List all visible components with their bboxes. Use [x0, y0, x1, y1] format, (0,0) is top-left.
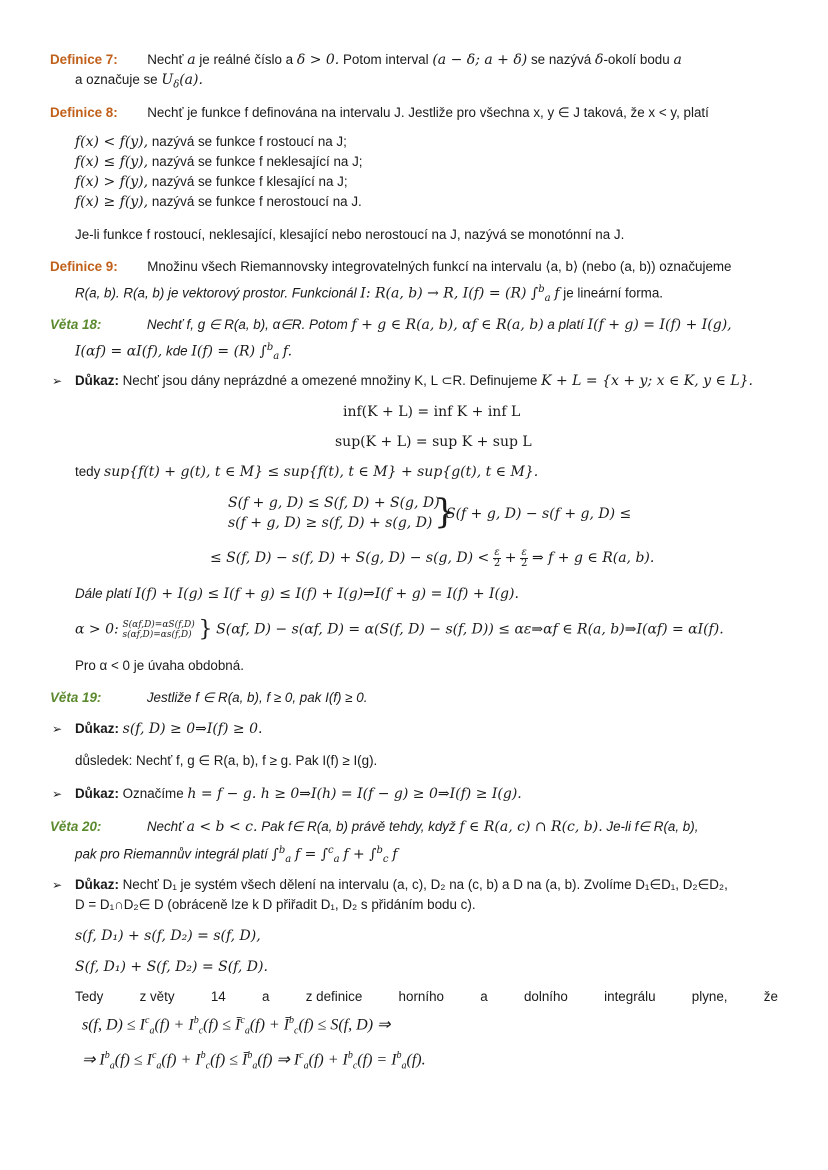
math: a — [401, 1060, 407, 1072]
proof18-line1 — [75, 372, 753, 390]
arrow-bullet-icon: ➢ — [52, 878, 63, 892]
proof20-eq1: s(f, D₁) + s(f, D₂) = s(f, D), — [75, 928, 261, 944]
word: že — [763, 989, 778, 1004]
text: Označíme — [122, 786, 184, 801]
math: f(x) ≥ f(y), — [75, 194, 149, 210]
math: a — [156, 1060, 162, 1072]
text: a označuje se — [75, 72, 158, 87]
math: a — [187, 52, 196, 68]
def8-item — [75, 193, 362, 211]
text: Nechť f, g ∈ R(a, b), α∈R. Potom — [146, 317, 348, 332]
proof20-tedy — [75, 988, 778, 1006]
eq-sup: sup(K + L) = sup K + sup L — [335, 434, 532, 450]
def7-label: Definice 7: — [50, 52, 118, 67]
math: f. — [282, 343, 293, 360]
math: (f) + I — [308, 1051, 348, 1069]
math: b — [347, 1050, 353, 1061]
arrow-bullet-icon: ➢ — [52, 722, 63, 736]
text: nazývá se funkce f klesající na J; — [151, 174, 348, 189]
math: I(f) + I(g) ≤ I(f + g) ≤ I(f) + I(g)⇒I(f + g) = I(f) + I(g). — [135, 586, 519, 602]
thm18-line2 — [75, 339, 292, 366]
math: b — [289, 1015, 295, 1026]
math: ε — [494, 547, 500, 558]
eq-inf: inf(K + L) = inf K + inf L — [343, 404, 521, 420]
proof20-eq2: S(f, D₁) + S(f, D₂) = S(f, D). — [75, 959, 268, 975]
corollary: důsledek: Nechť f, g ∈ R(a, b), f ≥ g. Pak I(f) ≥ I(g). — [75, 753, 378, 768]
math: a — [303, 1060, 309, 1072]
brace-line1: S(f + g, D) ≤ S(f, D) + S(g, D) — [228, 495, 440, 511]
math: ≤ S(f, D) − s(f, D) + S(g, D) − s(g, D) < — [210, 550, 490, 567]
text: Dále platí — [75, 586, 132, 601]
proof20-line2: D = D₁∩D₂∈ D (obráceně lze k D přiřadit D₁, D₂ s přidáním bodu c). — [75, 897, 476, 912]
math: b — [396, 1050, 402, 1061]
math: b — [200, 1050, 206, 1061]
math: δ > 0. — [296, 52, 340, 68]
math: f(x) < f(y), — [75, 134, 149, 150]
word: plyne, — [691, 989, 728, 1004]
def8-item — [75, 153, 363, 171]
word: dolního — [523, 989, 568, 1004]
math: ε — [521, 547, 527, 558]
math: c — [299, 1050, 304, 1061]
math: (f) + I — [161, 1051, 201, 1069]
text: Je-li f∈ R(a, b), — [606, 819, 699, 834]
text: Množinu všech Riemannovsky integrovatelných funkcí na intervalu ⟨a, b⟩ (nebo (a, b)) označujeme — [147, 259, 732, 274]
arrow-bullet-icon: ➢ — [52, 374, 63, 388]
math: a — [149, 1025, 155, 1037]
def8-item — [75, 133, 347, 151]
math: (f) + Ī — [249, 1016, 290, 1034]
word: z věty — [139, 989, 175, 1004]
math: ∫ — [271, 846, 279, 863]
math: c — [382, 854, 389, 866]
proof18-dale — [75, 585, 519, 603]
math: S(αf, D) − s(αf, D) = α(S(f, D) − s(f, D)) ≤ αε⇒αf ∈ R(a, b)⇒I(αf) = αI(f). — [216, 621, 724, 638]
math: c — [294, 1025, 299, 1037]
math: a — [285, 854, 292, 866]
math: (f) ≤ S(f, D) ⇒ — [298, 1016, 391, 1034]
word: 14 — [210, 989, 226, 1004]
text: a platí — [547, 317, 584, 332]
word: horního — [398, 989, 444, 1004]
word: Tedy — [75, 989, 104, 1004]
def7-line1 — [50, 51, 682, 69]
math: c — [352, 1060, 358, 1072]
text: R(a, b). R(a, b) je vektorový prostor. Funkcionál — [75, 285, 357, 301]
math: (f) ≤ Ī — [210, 1051, 248, 1069]
fraction — [493, 548, 501, 569]
math: I(αf) = αI(f), — [75, 343, 163, 360]
proof19-line — [75, 720, 262, 738]
text: -okolí bodu — [603, 52, 670, 67]
proof20-line1 — [75, 876, 728, 894]
proof18-tedy — [75, 463, 538, 481]
def8-line1 — [50, 104, 709, 122]
word: a — [480, 989, 488, 1004]
text: Potom interval — [343, 52, 429, 67]
proof18-cont: ≤ S(f, D) − s(f, D) + S(g, D) − s(g, D) < $\frac{\varepsilon}{2}$ + $\frac{\varepsilon}{2}$ ⇒ f + g ∈ R(a, b). — [210, 547, 655, 569]
thm20-line1 — [50, 818, 698, 836]
thm18-label: Věta 18: — [50, 317, 102, 332]
math: a — [544, 293, 551, 305]
math: s(αf,D)=αs(f,D) — [122, 630, 192, 640]
word: integrálu — [604, 989, 656, 1004]
text: je reálné číslo a — [199, 52, 294, 67]
math: h = f − g. h ≥ 0⇒I(h) = I(f − g) ≥ 0⇒I(f) ≥ I(g). — [187, 786, 522, 802]
math: s(f, D) ≥ 0⇒I(f) ≥ 0. — [122, 721, 263, 737]
math: c — [198, 1025, 204, 1037]
def8-intro: Nechť je funkce f definována na intervalu J. Jestliže pro všechna x, y ∈ J taková, že x < y, platí — [147, 105, 709, 120]
math: K + L = {x + y; x ∈ K, y ∈ L}. — [541, 373, 753, 389]
brace-result: S(f + g, D) − s(f + g, D) ≤ — [446, 506, 632, 522]
math: a — [252, 1060, 258, 1072]
text: pak pro Riemannův integrál platí — [75, 846, 268, 862]
math: U — [161, 72, 174, 88]
math: b — [247, 1050, 253, 1061]
def9-line2 — [75, 281, 663, 308]
math: c — [145, 1015, 150, 1026]
math: b — [538, 284, 545, 295]
math: f — [554, 285, 560, 302]
math: a — [109, 1060, 115, 1072]
def8-label: Definice 8: — [50, 105, 118, 120]
text: nazývá se funkce f nerostoucí na J. — [151, 194, 362, 209]
text: je lineární forma. — [563, 285, 663, 301]
math: f ∈ R(a, c) ∩ R(c, b). — [459, 819, 603, 835]
math: a < b < c. — [186, 819, 258, 835]
math: 2 — [493, 558, 501, 569]
word: z definice — [305, 989, 363, 1004]
proof-label: Důkaz: — [75, 786, 119, 801]
text: Nechť — [146, 819, 183, 834]
def7-line2 — [75, 71, 203, 95]
proof-label: Důkaz: — [75, 877, 119, 892]
math: f = ∫ — [294, 846, 329, 863]
math: sup{f(t) + g(t), t ∈ M} ≤ sup{f(t), t ∈ M} + sup{g(t), t ∈ M}. — [104, 464, 539, 480]
math: s(f, D) ≤ I — [82, 1016, 145, 1034]
text: nazývá se funkce f rostoucí na J; — [151, 134, 347, 149]
math: c — [328, 845, 334, 856]
math: α > 0: — [75, 621, 119, 638]
def8-item — [75, 173, 348, 191]
math: b — [278, 845, 286, 856]
proof18-alpha — [75, 617, 724, 642]
thm19-label: Věta 19: — [50, 690, 102, 705]
math: (a − δ; a + δ) — [432, 52, 528, 68]
math: I(f + g) = I(f) + I(g), — [587, 317, 732, 333]
math: 2 — [521, 558, 528, 569]
thm20-line2 — [75, 842, 397, 869]
right-brace-icon: } — [198, 617, 213, 642]
math: (f) ⇒ I — [257, 1051, 300, 1069]
math: a — [673, 52, 682, 68]
math: (f) ≤ Ī — [203, 1016, 241, 1034]
text: Pak f∈ R(a, b) právě tehdy, když — [261, 819, 456, 834]
math: a — [333, 854, 340, 866]
text: Nechť D₁ je systém všech dělení na intervalu (a, c), D₂ na (c, b) a D na (a, b). Zvolíme D₁∈D₁, D₂∈D₂, — [122, 877, 728, 892]
math: b — [376, 845, 383, 856]
math: I: R(a, b) → R, I(f) = (R) ∫ — [360, 285, 539, 302]
text: se nazývá — [530, 52, 592, 67]
proof20-ineq1 — [82, 1012, 390, 1041]
math: c — [205, 1060, 211, 1072]
math: δ — [173, 79, 180, 91]
text: Nechť jsou dány neprázdné a omezené množiny K, L ⊂R. Definujeme — [122, 373, 538, 388]
math: c — [151, 1050, 157, 1061]
proof18-neg: Pro α < 0 je úvaha obdobná. — [75, 658, 244, 673]
math: a — [244, 1025, 250, 1037]
proof-label: Důkaz: — [75, 373, 119, 388]
text: nazývá se funkce f neklesající na J; — [151, 154, 363, 169]
word: a — [261, 989, 270, 1004]
text: Jestliže f ∈ R(a, b), f ≥ 0, pak I(f) ≥ 0. — [146, 690, 368, 705]
math: f(x) ≤ f(y), — [75, 154, 149, 170]
math: (f) ≤ I — [114, 1051, 152, 1069]
def9-line1 — [50, 258, 732, 276]
math: (f) = I — [357, 1051, 397, 1069]
alpha-conditions — [122, 620, 194, 640]
math: (a). — [179, 72, 203, 88]
thm18-line1 — [50, 316, 732, 334]
math: f + g ∈ R(a, b), αf ∈ R(a, b) — [351, 317, 544, 333]
proof-label: Důkaz: — [75, 721, 119, 736]
text: tedy — [75, 464, 101, 479]
math: (f) + I — [154, 1016, 194, 1034]
math: I(f) = (R) ∫ — [191, 343, 267, 360]
text: Nechť — [147, 52, 184, 67]
math: f — [392, 846, 398, 863]
arrow-bullet-icon: ➢ — [52, 787, 63, 801]
thm19-line — [50, 689, 367, 707]
math: δ — [595, 52, 604, 68]
brace-line2: s(f + g, D) ≥ s(f, D) + s(g, D) — [228, 515, 433, 531]
thm20-label: Věta 20: — [50, 819, 102, 834]
def9-label: Definice 9: — [50, 259, 118, 274]
math: f + ∫ — [343, 846, 377, 863]
proof19b-line — [75, 785, 522, 803]
def8-summary: Je-li funkce f rostoucí, neklesající, klesající nebo nerostoucí na J, nazývá se monotónní na J. — [75, 227, 625, 242]
math: b — [266, 342, 274, 353]
math: S(αf,D)=αS(f,D) — [122, 620, 195, 630]
math: b — [193, 1015, 199, 1026]
math: ⇒ f + g ∈ R(a, b). — [531, 550, 655, 567]
right-brace-icon: } — [434, 492, 456, 532]
text: kde — [166, 343, 188, 359]
proof20-ineq2 — [82, 1047, 426, 1076]
math: (f). — [406, 1051, 426, 1069]
math: c — [240, 1015, 245, 1026]
math: b — [104, 1050, 110, 1061]
math: ⇒ I — [82, 1051, 105, 1069]
math: a — [273, 351, 280, 363]
math: f(x) > f(y), — [75, 174, 149, 190]
fraction — [520, 548, 528, 569]
